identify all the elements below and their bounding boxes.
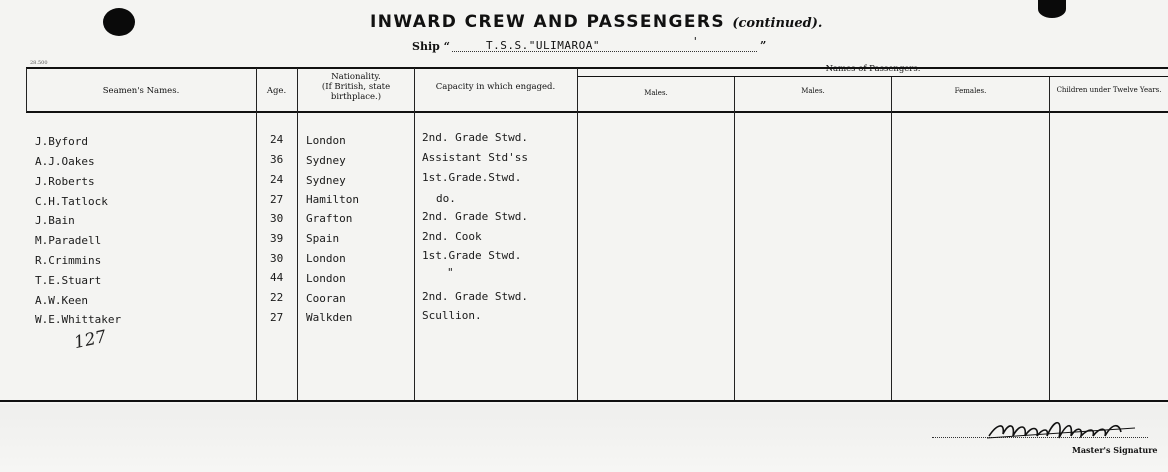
- header-seamen-names: Seamen's Names.: [102, 86, 180, 96]
- crew-capacity: Scullion.: [422, 309, 482, 322]
- punch-hole-right: [1038, 0, 1066, 18]
- crew-name: J.Roberts: [35, 175, 95, 188]
- crew-capacity: 2nd. Grade Stwd.: [422, 290, 528, 303]
- col-divider-age: [297, 68, 298, 400]
- header-males-1: Males.: [644, 89, 668, 97]
- crew-name: J.Bain: [35, 214, 75, 227]
- crew-nationality: London: [306, 252, 346, 265]
- crew-capacity: 1st.Grade.Stwd.: [422, 171, 522, 184]
- crew-capacity: ": [447, 266, 454, 279]
- crew-capacity: 2nd. Cook: [422, 230, 482, 243]
- title-suffix: (continued).: [732, 16, 823, 31]
- crew-capacity: 2nd. Grade Stwd.: [422, 210, 528, 223]
- crew-nationality: Spain: [306, 232, 340, 245]
- crew-age: 22: [270, 291, 284, 304]
- crew-nationality: Walkden: [306, 311, 353, 324]
- crew-name: R.Crimmins: [35, 254, 102, 267]
- crew-name: A.J.Oakes: [35, 155, 95, 168]
- crew-age: 24: [270, 133, 284, 146]
- handwritten-count: 127: [72, 326, 109, 354]
- header-females: Females.: [954, 87, 987, 95]
- punch-hole-left: [103, 8, 135, 36]
- ship-label: Ship “: [412, 40, 450, 53]
- crew-nationality: London: [306, 134, 346, 147]
- signature-label: Master's Signature: [1072, 445, 1158, 455]
- crew-capacity: 1st.Grade Stwd.: [422, 249, 522, 262]
- crew-age: 24: [270, 173, 284, 186]
- page-title: [370, 12, 822, 32]
- table-bottom-rule: [0, 400, 1168, 402]
- crew-capacity: do.: [436, 192, 456, 205]
- header-children: Children under Twelve Years.: [1056, 86, 1162, 94]
- form-code: 28.500: [30, 60, 48, 66]
- ship-mark: ': [692, 35, 700, 48]
- crew-name: W.E.Whittaker: [35, 313, 122, 326]
- crew-capacity: 2nd. Grade Stwd.: [422, 131, 528, 144]
- crew-name: M.Paradell: [35, 234, 102, 247]
- crew-age: 44: [270, 271, 284, 284]
- col-divider-names: [256, 68, 257, 400]
- header-age: Age.: [266, 86, 287, 96]
- header-nationality-note: (If British, state birthplace.): [321, 82, 391, 102]
- crew-age: 30: [270, 252, 284, 265]
- crew-nationality: Hamilton: [306, 193, 359, 206]
- crew-name: J.Byford: [35, 135, 88, 148]
- crew-age: 30: [270, 212, 284, 225]
- col-divider-capacity: [577, 68, 578, 400]
- ship-name: T.S.S."ULIMAROA": [486, 39, 600, 52]
- crew-nationality: London: [306, 272, 346, 285]
- crew-age: 27: [270, 311, 284, 324]
- crew-capacity: Assistant Std'ss: [422, 151, 528, 164]
- crew-age: 36: [270, 153, 284, 166]
- ship-close-quote: ”: [760, 39, 767, 52]
- crew-nationality: Sydney: [306, 174, 346, 187]
- crew-nationality: Grafton: [306, 212, 353, 225]
- crew-name: C.H.Tatlock: [35, 195, 108, 208]
- col-divider-males-2: [891, 77, 892, 400]
- crew-name: T.E.Stuart: [35, 274, 102, 287]
- crew-age: 39: [270, 232, 284, 245]
- crew-age: 27: [270, 193, 284, 206]
- header-passengers-group: Names of Passengers.: [825, 64, 921, 74]
- crew-nationality: Cooran: [306, 292, 346, 305]
- title-main: INWARD CREW AND PASSENGERS: [370, 12, 726, 32]
- crew-nationality: Sydney: [306, 154, 346, 167]
- col-divider-nationality: [414, 68, 415, 400]
- col-divider-females: [1049, 77, 1050, 400]
- header-nationality-title: Nationality.: [331, 72, 381, 82]
- header-nationality: [299, 72, 413, 102]
- header-males-2: Males.: [801, 87, 825, 95]
- passengers-group-rule: [578, 76, 1168, 77]
- ship-name-field: [452, 35, 757, 52]
- master-signature: [985, 416, 1155, 442]
- header-bottom-rule: [26, 111, 1168, 113]
- crew-name: A.W.Keen: [35, 294, 88, 307]
- header-capacity: Capacity in which engaged.: [435, 82, 556, 92]
- col-divider-males-1: [734, 77, 735, 400]
